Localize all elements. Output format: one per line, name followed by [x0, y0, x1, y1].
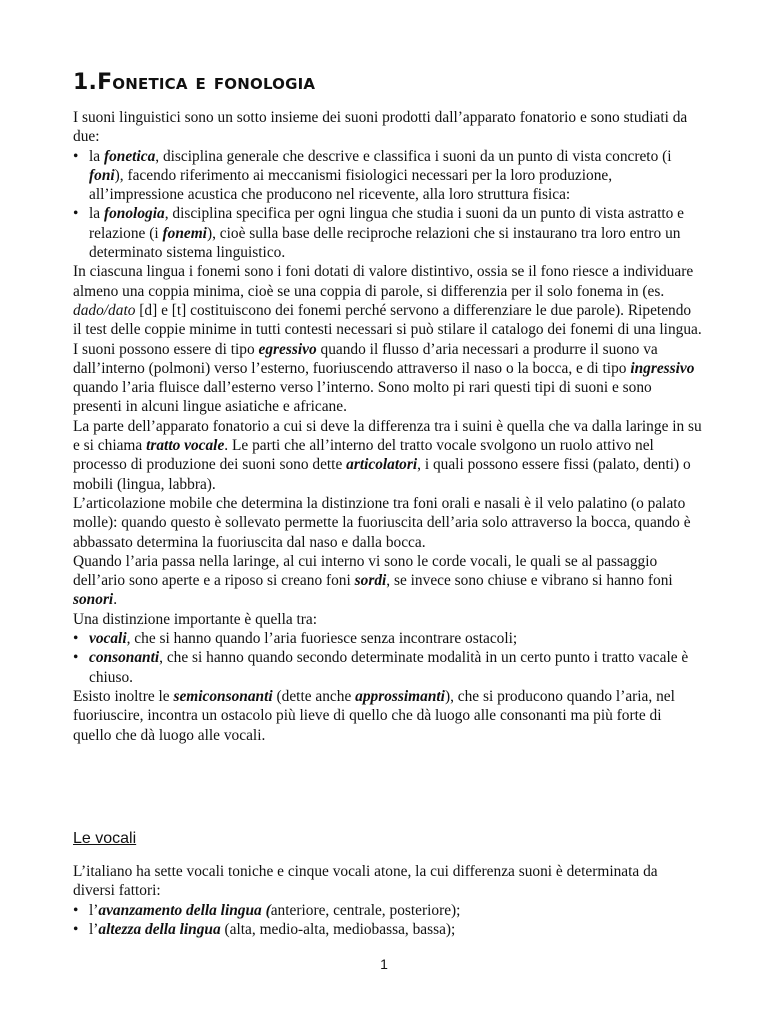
text: Esisto inoltre le	[73, 687, 174, 705]
paragraph-tratto-vocale	[73, 417, 703, 494]
intro-paragraph: I suoni linguistici sono un sotto insieme dei suoni prodotti dall’apparato fonatorio e sono studiati da due:	[73, 109, 688, 146]
term-fonemi: fonemi	[162, 224, 207, 242]
term-consonanti: consonanti	[89, 649, 160, 667]
term-vocali: vocali	[89, 630, 127, 648]
term-articolatori: articolatori	[346, 456, 418, 474]
text: quando l’aria fluisce dall’esterno verso l’interno. Sono molto pi rari questi tipi di suoni e sono presenti in alcuni lingue asiatiche e africane.	[73, 379, 652, 416]
list-item	[73, 629, 703, 648]
text: [d] e [t] costituiscono dei fonemi perché servono a differenziare le due parole). Ripetendo il test delle coppie minime in tutti contesti necessari si può stilare il catalogo dei fonemi di una lingua.	[73, 301, 702, 339]
paragraph-laringe	[73, 552, 703, 610]
list-item	[73, 204, 703, 262]
bullet-list-disciplines	[73, 147, 703, 263]
paragraph-semiconsonanti	[73, 687, 703, 745]
paragraph-vocali: L’italiano ha sette vocali toniche e cinque vocali atone, la cui differenza suoni è determinata da diversi fattori:	[73, 863, 658, 900]
text: , i quali possono essere fissi (palato, denti) o mobili (lingua, labbra).	[73, 456, 691, 493]
bullet-list-fattori	[73, 901, 703, 940]
text: , che si hanno quando l’aria fuoriesce senza incontrare ostacoli;	[126, 630, 518, 648]
text: (alta, medio-alta, mediobassa, bassa);	[220, 920, 456, 938]
text: Quando l’aria passa nella laringe, al cui interno vi sono le corde vocali, le quali se al passaggio dell’ario sono aperte e a riposo si creano foni	[73, 552, 658, 590]
list-item	[73, 648, 703, 687]
term-avanzamento: avanzamento della lingua (	[98, 901, 271, 919]
term-approssimanti: approssimanti	[355, 687, 445, 705]
text: anteriore, centrale, posteriore);	[270, 901, 461, 919]
text: , se invece sono chiuse e vibrano si hanno foni	[386, 572, 673, 590]
text: la	[89, 147, 104, 165]
term-tratto-vocale: tratto vocale	[146, 437, 225, 455]
term-ingressivo: ingressivo	[630, 359, 695, 377]
bullet-list-vocali-consonanti	[73, 629, 703, 687]
term-altezza: altezza della lingua	[98, 920, 221, 938]
text: l’	[89, 920, 99, 938]
term-sonori: sonori	[73, 591, 114, 609]
paragraph-velo-palatino: L’articolazione mobile che determina la distinzione tra foni orali e nasali è il velo palatino (o palato molle): quando questo è sollevato permette la fuoriuscita dell’aria solo attraverso la bocca, quando è abbassato determina la fuoriuscita dal naso e dalla bocca.	[73, 494, 691, 551]
text: quando il flusso d’aria necessari a produrre il suono va dall’interno (polmoni) verso l’esterno, fuoriuscendo attraverso il naso o la bocca, e di tipo	[73, 340, 658, 377]
text: ), facendo riferimento ai meccanismi fisiologici necessari per la loro produzione, all’impressione acustica che producono nel ricevente, alla loro struttura fisica:	[89, 166, 613, 204]
list-item	[73, 920, 703, 939]
term-semiconsonanti: semiconsonanti	[173, 687, 273, 705]
example: dado/dato	[73, 301, 136, 319]
text: La parte dell’apparato fonatorio a cui si deve la differenza tra i suini è quella che va dalla laringe in su e si chiama	[73, 417, 702, 455]
paragraph-fonemi	[73, 262, 703, 339]
text: , che si hanno quando secondo determinate modalità in un certo punto i tratto vacale è chiuso.	[89, 649, 689, 686]
page-number: 1	[380, 956, 388, 972]
text: I suoni possono essere di tipo	[73, 340, 259, 358]
text: ), che si producono quando l’aria, nel fuoriuscire, incontra un ostacolo più lieve di quello che dà luogo alle consonanti ma più forte di quello che dà luogo alle vocali.	[73, 687, 675, 744]
term-foni: foni	[89, 166, 115, 184]
paragraph-distinzione: Una distinzione importante è quella tra:	[73, 610, 318, 628]
text: ), cioè sulla base delle reciproche relazioni che si instaurano tra loro entro un determinato sistema linguistico.	[89, 224, 681, 262]
section-heading-vocali: Le vocali	[73, 830, 137, 847]
text: , disciplina generale che descrive e classifica i suoni da un punto di vista concreto (i	[155, 147, 672, 165]
list-item	[73, 901, 703, 920]
text: . Le parti che all’interno del tratto vocale svolgono un ruolo attivo nel processo di produzione dei suoni sono dette	[73, 437, 654, 474]
text: l’	[89, 901, 99, 919]
list-item	[73, 147, 703, 205]
body-text-vocali	[73, 862, 703, 939]
body-text	[73, 108, 703, 745]
text: .	[113, 591, 118, 609]
page-title: 1.Fonetica e fonologia	[73, 70, 316, 95]
term-sordi: sordi	[354, 572, 387, 590]
text: la	[89, 205, 104, 223]
term-fonologia: fonologia	[103, 205, 165, 223]
paragraph-egressivo	[73, 340, 703, 417]
term-fonetica: fonetica	[103, 147, 156, 165]
text: , disciplina specifica per ogni lingua che studia i suoni da un punto di vista astratto e relazione (i	[89, 205, 685, 242]
term-egressivo: egressivo	[258, 340, 317, 358]
text: (dette anche	[272, 687, 356, 705]
text: In ciascuna lingua i fonemi sono i foni dotati di valore distintivo, ossia se il fono riesce a individuare almeno una coppia minima, cioè se una coppia di parole, si differenzia per il solo fonema in (es.	[73, 263, 694, 300]
